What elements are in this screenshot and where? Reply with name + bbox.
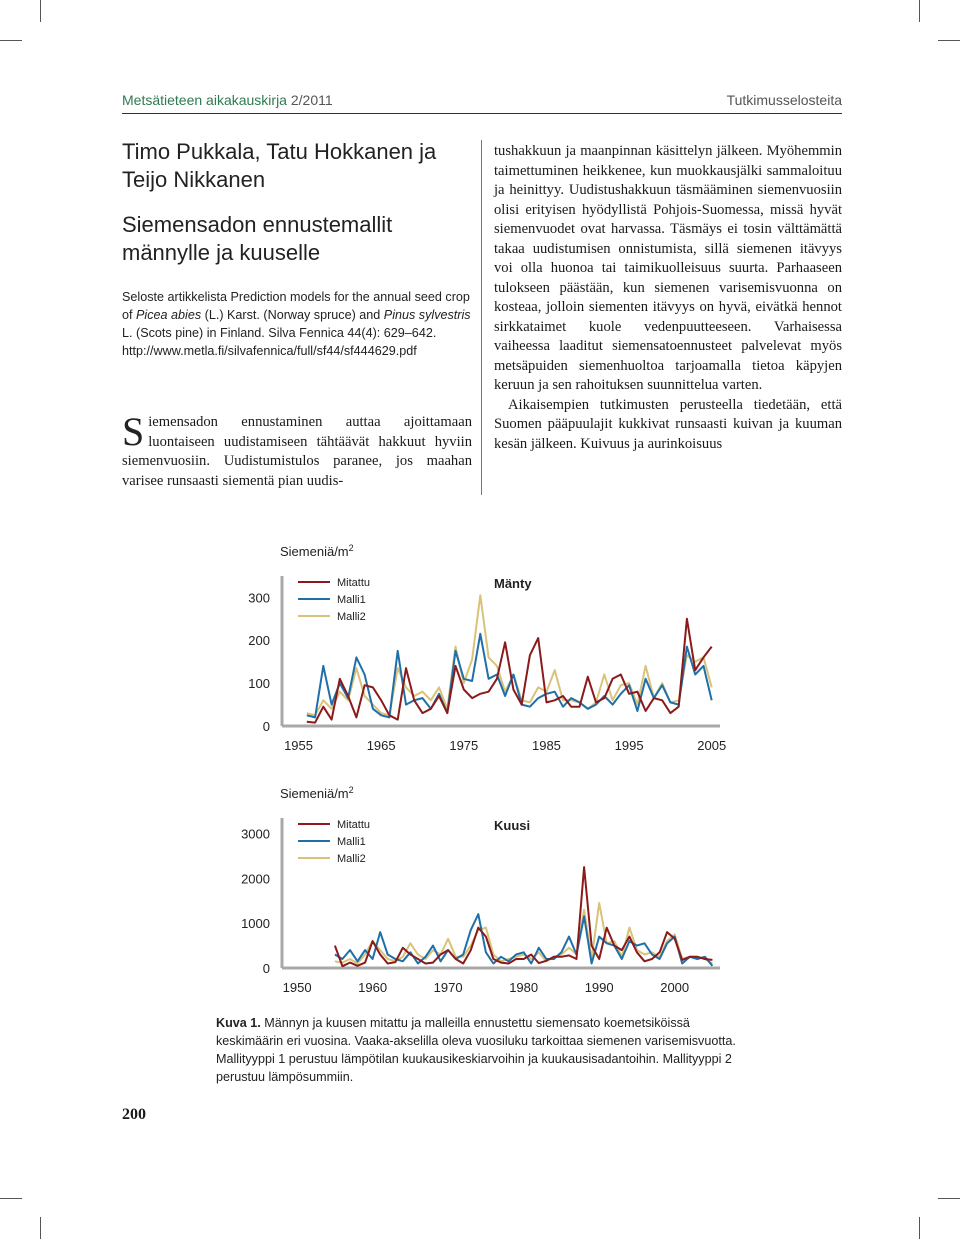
y-tick-label: 0 xyxy=(262,719,270,734)
article-authors: Timo Pukkala, Tatu Hokkanen ja Teijo Nikkanen xyxy=(122,139,437,192)
y-axis-label-sup: 2 xyxy=(348,785,354,795)
body-paragraph: Aikaisempien tutkimusten perusteella tiedetään, että Suomen pääpuulajit kukkivat runsaasti kuivan ja kuuman kesän jälkeen. Kuivuus ja aurinkoisuus xyxy=(494,396,842,452)
y-axis-label: Siemeniä/$m^2$ xyxy=(280,543,354,559)
article-url[interactable]: http://www.metla.fi/silvafennica/full/sf44/sf444629.pdf xyxy=(122,344,417,358)
legend-label: Malli2 xyxy=(337,611,366,623)
x-tick-label: 1965 xyxy=(366,738,396,753)
x-tick-label: 1950 xyxy=(282,980,312,995)
y-tick-label: 1000 xyxy=(241,916,270,932)
body-paragraph: tushakkuun ja maanpinnan käsittelyn jälkeen. Myöhemmin taimettuminen heikkenee, kun muokkausjälki sammaloituu ja heinittyy. Uudistushakkuun täsmääminen siemenvuosiin olisi erityisen hyödyllistä Pohjois-Suomessa, missä hyvät siemenvuodet ovat harvassa. Täsmäys ei tosin välttämättä takaa uudistumisen onnistumista, sillä siemenen itävyys voi olla huonoa tai taimikuolleisuus suurta. Parhaaseen tulokseen päästään, kun siemenen varisemisvuonna on kosteaa, jolloin siementen itävyys on hyvä, eivätkä hennot sirkkataimet kuole vedenpuutteeseen. Varhaisessa vaiheessa laaditut siemensatoennusteet palvelevat myös metsäpuiden siemenhuoltoa tarjoamalla tietoa käpyjen keruun ja sen rahoituksen suunnittelua varten. xyxy=(494,143,842,393)
figure-caption xyxy=(216,1014,756,1086)
body-paragraph: iemensadon ennustaminen auttaa ajoittamaan luontaiseen uudistamiseen tähtäävät hakkuut hyviin siemenvuosiin. Uudistumistulos paranee, jos maahan varisee runsaasti siementä pian uudis- xyxy=(122,414,472,489)
column-divider xyxy=(481,140,482,495)
x-tick-label: 1990 xyxy=(584,980,614,995)
body-text-left xyxy=(122,409,472,491)
article-title: Siemensadon ennustemallit männylle ja kuuselle xyxy=(122,212,393,265)
x-tick-label: 2000 xyxy=(660,980,690,995)
y-axis-label: Siemeniä/$m^2$ xyxy=(280,785,354,801)
y-tick-label: 3000 xyxy=(241,826,270,842)
x-tick-label: 1970 xyxy=(433,980,463,995)
y-tick-label: 300 xyxy=(248,590,270,606)
series-line-malli1 xyxy=(307,634,712,718)
y-tick-label: 100 xyxy=(248,676,270,692)
y-tick-label: 200 xyxy=(248,633,270,649)
x-tick-label: 1995 xyxy=(614,738,644,753)
legend-label: Malli1 xyxy=(337,836,366,848)
body-text-right xyxy=(494,142,842,454)
pine-seed-chart xyxy=(220,536,740,768)
crop-mark xyxy=(919,0,920,22)
y-tick-label: 0 xyxy=(262,961,270,976)
legend-label: Malli2 xyxy=(337,853,366,865)
crop-mark xyxy=(40,0,41,22)
x-tick-label: 1975 xyxy=(449,738,479,753)
article-reference xyxy=(122,288,474,360)
reference-text: L. (Scots pine) in Finland. Silva Fennica 44(4): 629–642. xyxy=(122,326,437,340)
page-number: 200 xyxy=(122,1106,146,1123)
reference-species-1: Picea abies xyxy=(136,308,202,322)
reference-text: Seloste artikkelista Prediction models for the annual seed crop of xyxy=(122,290,470,322)
drop-cap: S xyxy=(122,409,145,454)
x-tick-label: 1955 xyxy=(284,738,313,753)
section-name: Tutkimusselosteita xyxy=(726,92,842,108)
running-header xyxy=(122,92,333,108)
crop-mark xyxy=(938,40,960,41)
y-tick-label: 2000 xyxy=(241,871,270,887)
series-line-mitattu xyxy=(307,619,712,723)
chart-title: Mänty xyxy=(494,576,532,591)
crop-mark xyxy=(0,40,22,41)
crop-mark xyxy=(40,1217,41,1239)
x-tick-label: 2005 xyxy=(697,738,727,753)
spruce-seed-chart xyxy=(220,778,740,1010)
issue-number: 2/2011 xyxy=(290,92,333,108)
crop-mark xyxy=(0,1198,22,1199)
reference-text: (L.) Karst. (Norway spruce) and xyxy=(201,308,384,322)
crop-mark xyxy=(919,1217,920,1239)
chart-title: Kuusi xyxy=(494,818,531,833)
series-line-malli2 xyxy=(307,595,712,715)
x-tick-label: 1960 xyxy=(358,980,388,995)
journal-name: Metsätieteen aikakauskirja xyxy=(122,92,287,108)
x-tick-label: 1985 xyxy=(531,738,561,753)
caption-text: Männyn ja kuusen mitattu ja malleilla ennustettu siemensato koemetsiköissä keskimäärin eri vuosina. Vaaka-akselilla oleva vuosiluku tarkoittaa siemenen varisemisvuotta. Mallityyppi 1 perustuu lämpötilan kuukausikeskiarvoihin ja kuukausisadantoihin. Mallityyppi 2 perustuu lämpösummiin. xyxy=(216,1016,736,1084)
legend-label: Malli1 xyxy=(337,594,366,606)
reference-species-2: Pinus sylvestris xyxy=(383,308,471,322)
crop-mark xyxy=(938,1198,960,1199)
header-divider xyxy=(122,113,842,114)
y-axis-label-sup: 2 xyxy=(348,543,354,553)
legend-label: Mitattu xyxy=(337,577,371,589)
legend-label: Mitattu xyxy=(337,819,371,831)
caption-label: Kuva 1. xyxy=(216,1016,261,1030)
x-tick-label: 1980 xyxy=(509,980,539,995)
